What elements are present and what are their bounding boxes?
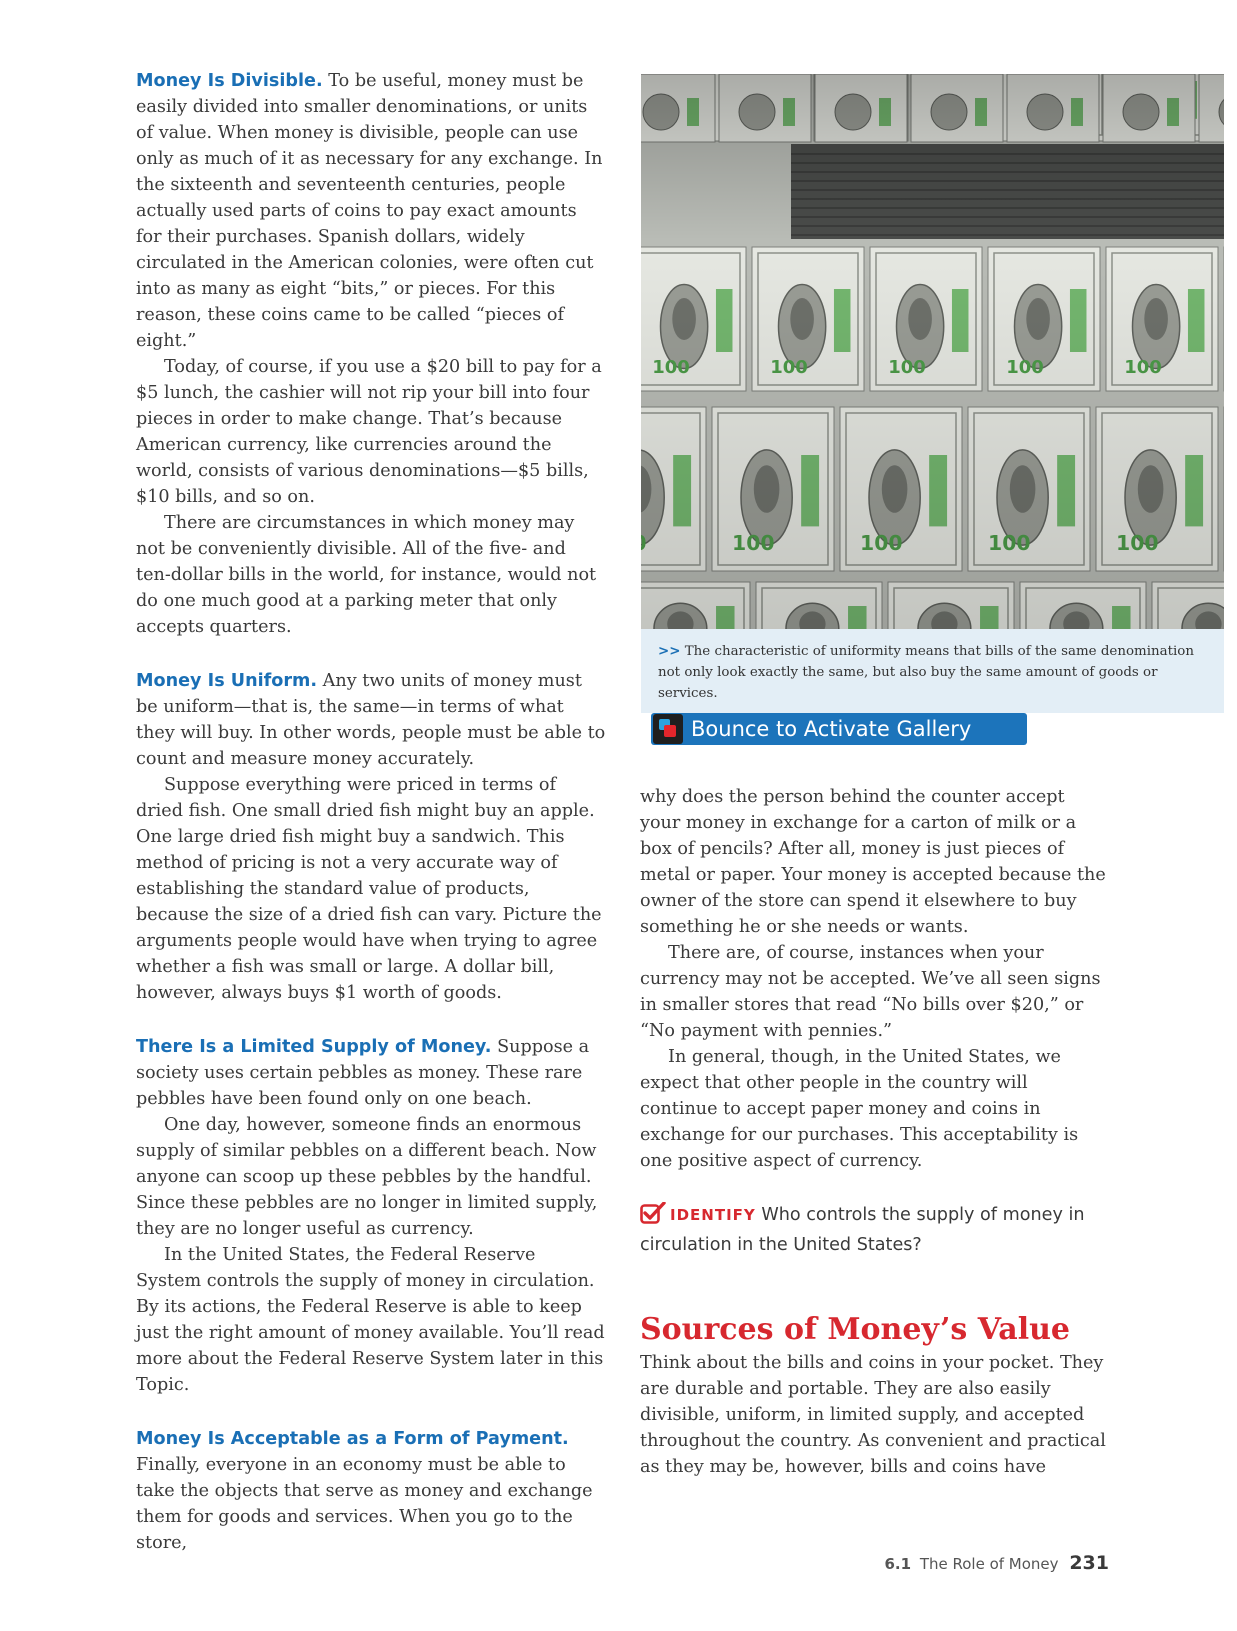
limited-paragraph-3: In the United States, the Federal Reserve System controls the supply of money in circulation. By its actions, the Federal Reserve is able to keep just the right amount of money available. You’ll read more about the Federal Reserve System later in this Topic. (136, 1245, 605, 1395)
section-paragraph-1: Think about the bills and coins in your pocket. They are durable and portable. They are also easily divisible, uniform, in limited supply, and accepted throughout the country. As convenient and practical as they may be, however, bills and coins have (640, 1353, 1106, 1477)
caption-marker: >> (658, 644, 681, 659)
heading-limited-supply: There Is a Limited Supply of Money. (136, 1037, 492, 1057)
limited-paragraph-1: There Is a Limited Supply of Money. Suppose a society uses certain pebbles as money. These rare pebbles have been found only on one beach. (136, 1037, 590, 1109)
page-number: 231 (1069, 1552, 1109, 1574)
heading-money-is-acceptable: Money Is Acceptable as a Form of Payment. (136, 1429, 569, 1449)
uniform-paragraph-2: Suppose everything were priced in terms of dried fish. One small dried fish might buy an apple. One large dried fish might buy a sandwich. This method of pricing is not a very accurate way of establishing the standard value of products, because the size of a dried fish can vary. Picture the arguments people would have when trying to agree whether a fish was small or large. A dollar bill, however, always buys $1 worth of goods. (136, 775, 602, 1003)
divisible-paragraph-1: Money Is Divisible. To be useful, money must be easily divided into smaller denominations, or units of value. When money is divisible, people can use only as much of it as necessary for any exchange. In the sixteenth and seventeenth centuries, people actually used parts of coins to pay exact amounts for their purchases. Spanish dollars, widely circulated in the American colonies, were often cut into as many as eight “bits,” or pieces. For this reason, these coins came to be called “pieces of eight.” (136, 71, 603, 351)
left-column (136, 68, 606, 1556)
divisible-paragraph-2: Today, of course, if you use a $20 bill to pay for a $5 lunch, the cashier will not rip your bill into four pieces in order to make change. That’s because American currency, like currencies around the world, consists of various denominations—$5 bills, $10 bills, and so on. (136, 357, 602, 507)
section-title: Sources of Money’s Value (640, 1312, 1071, 1347)
right-column (640, 784, 1110, 1480)
page-footer (884, 1552, 1109, 1574)
money-stacks-photo (641, 74, 1224, 629)
identify-keyword: IDENTIFY (670, 1206, 756, 1224)
limited-paragraph-2: One day, however, someone finds an enormous supply of similar pebbles on a different beach. Now anyone can scoop up these pebbles by the handful. Since these pebbles are no longer in limited supply, they are no longer useful as currency. (136, 1115, 598, 1239)
bounce-gallery-button[interactable] (651, 713, 1027, 745)
divisible-paragraph-3: There are circumstances in which money may not be conveniently divisible. All of the five- and ten-dollar bills in the world, for instance, would not do one much good at a parking meter that only accepts quarters. (136, 513, 597, 637)
identify-question (640, 1202, 1110, 1258)
bounce-gallery-label: Bounce to Activate Gallery (691, 717, 972, 741)
checkbox-check-icon (640, 1202, 666, 1232)
right-paragraph-2: There are, of course, instances when your currency may not be accepted. We’ve all seen signs in smaller stores that read “No bills over $20,” or “No payment with pennies.” (640, 943, 1101, 1041)
identify-question-text: Who controls the supply of money in circulation in the United States? (640, 1205, 1085, 1255)
right-paragraph-1: why does the person behind the counter accept your money in exchange for a carton of milk or a box of pencils? After all, money is just pieces of metal or paper. Your money is accepted because the owner of the store can spend it elsewhere to buy something he or she needs or wants. (640, 787, 1106, 937)
heading-money-is-divisible: Money Is Divisible. (136, 71, 323, 91)
uniform-paragraph-1: Money Is Uniform. Any two units of money must be uniform—that is, the same—in terms of what they will buy. In other words, people must be able to count and measure money accurately. (136, 671, 606, 769)
footer-section-name: The Role of Money (919, 1555, 1059, 1573)
heading-money-is-uniform: Money Is Uniform. (136, 671, 318, 691)
caption-text: The characteristic of uniformity means that bills of the same denomination not only look exactly the same, but also buy the same amount of goods or services. (658, 644, 1194, 701)
photo-caption (641, 629, 1224, 713)
bounce-app-icon (653, 714, 683, 744)
dollar-bills-illustration (641, 74, 1224, 629)
acceptable-heading-line (136, 1426, 606, 1452)
right-paragraph-3: In general, though, in the United States, we expect that other people in the country will continue to accept paper money and coins in exchange for our purchases. This acceptability is one positive aspect of currency. (640, 1047, 1079, 1171)
footer-section-number: 6.1 (884, 1555, 912, 1573)
acceptable-paragraph-1: Finally, everyone in an economy must be able to take the objects that serve as money and exchange them for goods and services. When you go to the store, (136, 1455, 593, 1553)
